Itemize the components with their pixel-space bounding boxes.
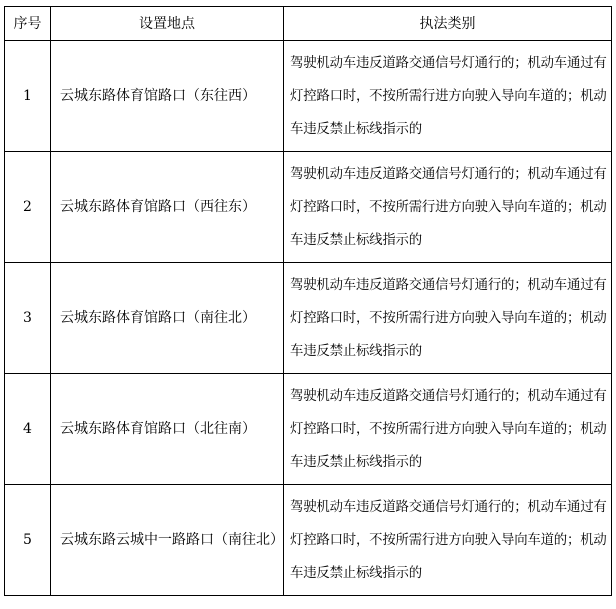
table-body (5, 41, 612, 596)
row-index: 4 (5, 374, 51, 485)
table-row (5, 485, 612, 596)
header-row (5, 7, 612, 41)
row-index: 1 (5, 41, 51, 152)
row-enforcement-type: 驾驶机动车违反道路交通信号灯通行的；机动车通过有灯控路口时，不按所需行进方向驶入导向车道的；机动车违反禁止标线指示的 (284, 41, 612, 152)
row-enforcement-type: 驾驶机动车违反道路交通信号灯通行的；机动车通过有灯控路口时，不按所需行进方向驶入导向车道的；机动车违反禁止标线指示的 (284, 374, 612, 485)
row-enforcement-type: 驾驶机动车违反道路交通信号灯通行的；机动车通过有灯控路口时，不按所需行进方向驶入导向车道的；机动车违反禁止标线指示的 (284, 152, 612, 263)
row-enforcement-type: 驾驶机动车违反道路交通信号灯通行的；机动车通过有灯控路口时，不按所需行进方向驶入导向车道的；机动车违反禁止标线指示的 (284, 485, 612, 596)
row-index: 2 (5, 152, 51, 263)
header-location: 设置地点 (51, 7, 284, 41)
header-index: 序号 (5, 7, 51, 41)
row-location: 云城东路体育馆路口（北往南） (51, 374, 284, 485)
row-index: 5 (5, 485, 51, 596)
table-header (5, 7, 612, 41)
row-location: 云城东路云城中一路路口（南往北） (51, 485, 284, 596)
table-row (5, 263, 612, 374)
row-location: 云城东路体育馆路口（西往东） (51, 152, 284, 263)
row-enforcement-type: 驾驶机动车违反道路交通信号灯通行的；机动车通过有灯控路口时，不按所需行进方向驶入导向车道的；机动车违反禁止标线指示的 (284, 263, 612, 374)
row-location: 云城东路体育馆路口（南往北） (51, 263, 284, 374)
table-row (5, 152, 612, 263)
row-index: 3 (5, 263, 51, 374)
header-type: 执法类别 (284, 7, 612, 41)
table-row (5, 374, 612, 485)
table-row (5, 41, 612, 152)
enforcement-location-table (4, 6, 612, 596)
row-location: 云城东路体育馆路口（东往西） (51, 41, 284, 152)
